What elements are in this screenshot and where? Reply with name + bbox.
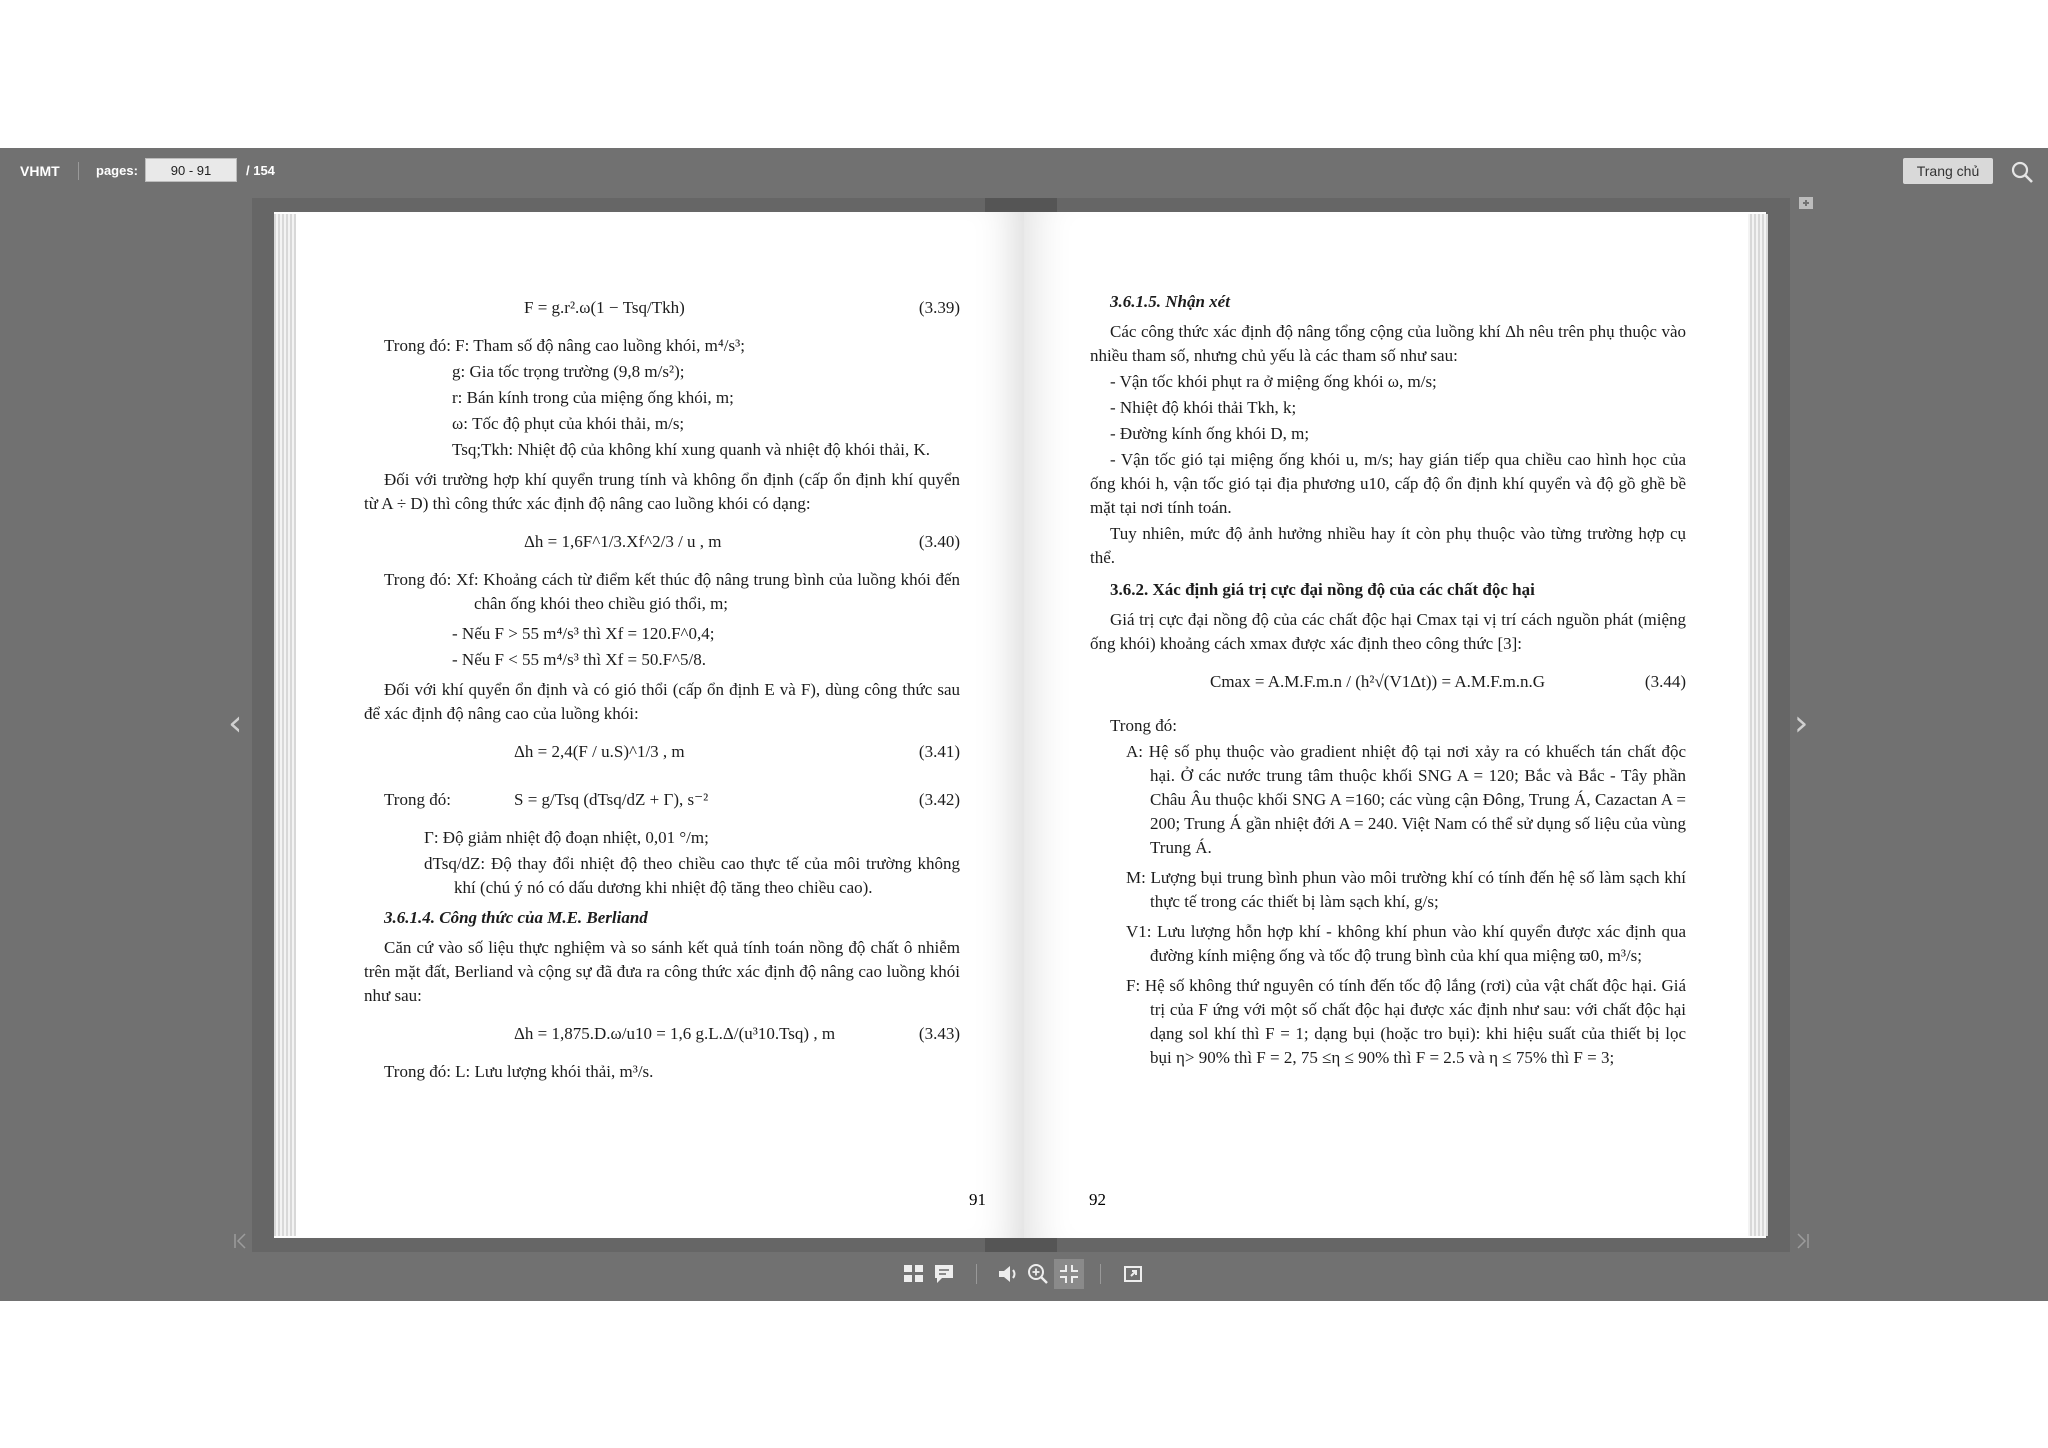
home-button[interactable]: Trang chủ [1903, 158, 1993, 184]
paragraph: Đối với khí quyển ổn định và có gió thổi (cấp ổn định E và F), dùng công thức sau để xác định độ nâng cao của luồng khói: [364, 680, 960, 723]
chevron-right-icon[interactable]: › [1794, 703, 1809, 744]
equation-number: (3.44) [1644, 672, 1686, 691]
text-line: Trong đó: F: Tham số độ nâng cao luồng khói, m⁴/s³; [384, 336, 745, 355]
chevron-left-icon[interactable]: ‹ [228, 703, 243, 744]
left-page[interactable] [274, 212, 1024, 1238]
divider [78, 162, 79, 180]
equation-label: Trong đó: [384, 790, 451, 809]
equation-3-39 [364, 286, 960, 330]
definition-item: M: Lượng bụi trung bình phun vào môi trường khí có tính đến hệ số làm sạch khí thực tế trong các thiết bị làm sạch khí, g/s; [1126, 868, 1686, 911]
section-heading: 3.6.1.5. Nhận xét [1110, 292, 1230, 311]
equation-text: Δh = 2,4(F / u.S)^1/3 , m [514, 742, 685, 761]
page-number: 91 [969, 1190, 986, 1209]
divider [1100, 1264, 1101, 1284]
equation-text: Δh = 1,875.D.ω/u10 = 1,6 g.L.Δ/(u³10.Tsq) , m [514, 1024, 836, 1043]
top-toolbar [0, 148, 2048, 194]
book-spine-top [985, 198, 1057, 212]
divider [976, 1264, 977, 1284]
equation-3-43 [364, 1012, 960, 1056]
bullet-item: - Nếu F > 55 m⁴/s³ thì Xf = 120.F^0,4; [452, 624, 715, 643]
equation-text: Δh = 1,6F^1/3.Xf^2/3 / u , m [524, 532, 722, 551]
text-line: g: Gia tốc trọng trường (9,8 m/s²); [452, 362, 685, 381]
equation-3-40 [364, 520, 960, 564]
equation-text: F = g.r².ω(1 − Tsq/Tkh) [524, 298, 685, 317]
grid-icon[interactable] [902, 1262, 926, 1286]
section-heading: 3.6.2. Xác định giá trị cực đại nồng độ của các chất độc hại [1110, 580, 1535, 599]
equation-number: (3.43) [918, 1024, 960, 1043]
paragraph: Giá trị cực đại nồng độ của các chất độc hại Cmax tại vị trí cách nguồn phát (miệng ống khói) khoảng cách xmax được xác định theo công thức [3]: [1090, 610, 1686, 653]
fullscreen-icon [1057, 1262, 1081, 1286]
bullet-item: - Vận tốc khói phụt ra ở miệng ống khói ω, m/s; [1110, 372, 1437, 391]
text-line: Trong đó: L: Lưu lượng khói thải, m³/s. [384, 1062, 654, 1081]
bookmark-icon[interactable] [1797, 195, 1815, 213]
zoom-in-icon[interactable] [1026, 1262, 1050, 1286]
section-heading: 3.6.1.4. Công thức của M.E. Berliand [384, 908, 648, 927]
page-stack-right [1748, 214, 1768, 1236]
text-line: Γ: Độ giảm nhiệt độ đoạn nhiệt, 0,01 °/m; [424, 828, 709, 847]
total-pages: / 154 [246, 163, 275, 178]
paragraph: Đối với trường hợp khí quyển trung tính và không ổn định (cấp ổn định khí quyển từ A ÷ D) thì công thức xác định độ nâng cao luồng khói có dạng: [364, 470, 960, 513]
right-page[interactable] [1024, 212, 1766, 1238]
left-page-content [364, 282, 960, 1086]
page-stack-left [274, 214, 296, 1236]
equation-text: S = g/Tsq (dTsq/dZ + Γ), s⁻² [514, 790, 709, 809]
right-page-content [1090, 280, 1686, 1076]
text-line: ω: Tốc độ phụt của khói thải, m/s; [452, 414, 685, 433]
brand-title: VHMT [20, 163, 60, 179]
equation-number: (3.41) [918, 742, 960, 761]
page-number: 92 [1089, 1190, 1106, 1209]
speaker-icon[interactable] [996, 1262, 1020, 1286]
search-icon[interactable] [2010, 160, 2034, 184]
pages-label: pages: [96, 163, 138, 178]
equation-3-42 [364, 778, 960, 822]
definition-item: F: Hệ số không thứ nguyên có tính đến tốc độ lắng (rơi) của vật chất độc hại. Giá trị của F ứng với một số chất độc hại được xác định như sau: với chất độc hại dạng sol khí thì F = 1; dạng bụi (hoặc tro bụi): khi hiệu suất của thiết bị lọc bụi η> 90% thì F = 2, 75 ≤η ≤ 90% thì F = 2.5 và η ≤ 75% thì F = 3; [1126, 976, 1686, 1067]
paragraph: Các công thức xác định độ nâng tổng cộng của luồng khí Δh nêu trên phụ thuộc vào nhiều tham số, nhưng chủ yếu là các tham số như sau: [1090, 322, 1686, 365]
equation-text: Cmax = A.M.F.m.n / (h²√(V1Δt)) = A.M.F.m.n.G [1210, 672, 1546, 691]
text-line: Trong đó: [1110, 716, 1177, 735]
equation-3-44 [1090, 660, 1686, 710]
paragraph: Căn cứ vào số liệu thực nghiệm và so sánh kết quả tính toán nồng độ chất ô nhiễm trên mặt đất, Berliand và cộng sự đã đưa ra công thức xác định độ nâng cao luồng khói như sau: [364, 938, 960, 1005]
paragraph: dTsq/dZ: Độ thay đổi nhiệt độ theo chiều cao thực tế của môi trường không khí (chú ý nó có dấu dương khi nhiệt độ tăng theo chiều cao). [424, 854, 960, 897]
text-line: Tsq;Tkh: Nhiệt độ của không khí xung quanh và nhiệt độ khói thải, K. [452, 440, 931, 459]
bullet-item: - Nếu F < 55 m⁴/s³ thì Xf = 50.F^5/8. [452, 650, 706, 669]
definition-item: A: Hệ số phụ thuộc vào gradient nhiệt độ tại nơi xảy ra có khuếch tán chất độc hại. Ở các nước trung tâm thuộc khối SNG A = 120; Bắc và Bắc - Tây phần Châu Âu thuộc khối SNG A =160; các vùng cận Đông, Trung Á, Cazactan A = 200; Trung Á gần nhiệt đới A = 240. Việt Nam có thể sử dụng số liệu của vùng Trung Á. [1126, 742, 1686, 857]
bullet-item: - Nhiệt độ khói thải Tkh, k; [1110, 398, 1297, 417]
bullet-item: - Vận tốc gió tại miệng ống khói u, m/s; hay gián tiếp qua chiều cao hình học của ống khói h, vận tốc gió tại địa phương u10, cấp độ ổn định khí quyển và độ gồ ghề bề mặt tại nơi tính toán. [1090, 450, 1686, 517]
definition-item: V1: Lưu lượng hỗn hợp khí - không khí phun vào khí quyển được xác định qua đường kính miệng ống và tốc độ trung bình của khí qua miệng ϖ0, m³/s; [1126, 922, 1686, 965]
fullscreen-button[interactable] [1054, 1259, 1084, 1289]
equation-number: (3.40) [918, 532, 960, 551]
equation-number: (3.39) [918, 298, 960, 317]
comment-icon[interactable] [932, 1262, 956, 1286]
page-number-input[interactable] [145, 158, 237, 182]
paragraph: Tuy nhiên, mức độ ảnh hưởng nhiều hay ít còn phụ thuộc vào từng trường hợp cụ thể. [1090, 524, 1686, 567]
bottom-toolbar [0, 1248, 2048, 1301]
equation-number: (3.42) [918, 790, 960, 809]
share-icon[interactable] [1122, 1262, 1146, 1286]
bullet-item: - Đường kính ống khói D, m; [1110, 424, 1310, 443]
equation-3-41 [364, 730, 960, 774]
text-line: r: Bán kính trong của miệng ống khói, m; [452, 388, 734, 407]
paragraph: Trong đó: Xf: Khoảng cách từ điểm kết thúc độ nâng trung bình của luồng khói đến chân ống khói theo chiều gió thổi, m; [384, 570, 960, 613]
